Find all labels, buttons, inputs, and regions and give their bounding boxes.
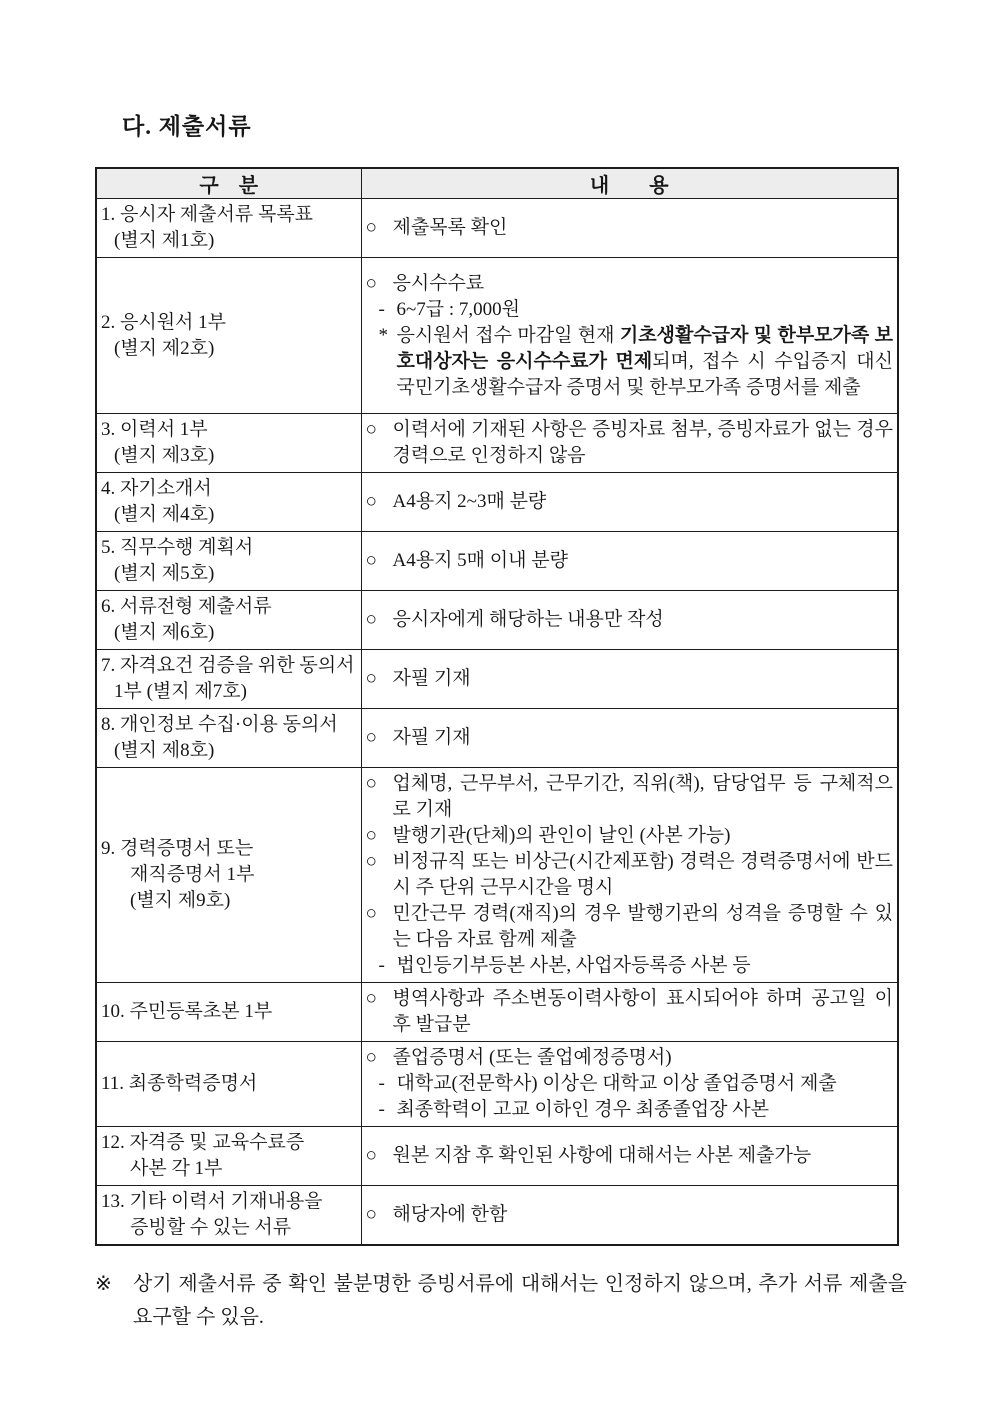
- category-line: 2. 응시원서 1부: [101, 311, 227, 333]
- category-cell: [96, 473, 361, 532]
- table-row: [96, 768, 898, 983]
- circle-bullet-icon: ○: [365, 217, 377, 238]
- dash-bullet-icon: -: [378, 955, 385, 976]
- content-item: [366, 323, 894, 401]
- content-item: [366, 901, 894, 953]
- content-text: 졸업증명서 (또는 졸업예정증명서): [392, 1047, 672, 1068]
- section-title: 다. 제출서류: [122, 114, 252, 139]
- content-text: 자필 기재: [392, 668, 471, 689]
- table-row: [96, 199, 898, 258]
- content-cell: [361, 1042, 898, 1127]
- circle-bullet-icon: ○: [365, 272, 377, 294]
- category-line: 12. 자격증 및 교육수료증: [101, 1132, 305, 1153]
- circle-bullet-icon: ○: [365, 988, 377, 1009]
- category-cell: [96, 1186, 361, 1246]
- content-text: 최종학력이 고교 이하인 경우 최종졸업장 사본: [396, 1099, 769, 1120]
- content-cell: [361, 414, 898, 473]
- category-cell: [96, 983, 361, 1042]
- category-line: 사본 각 1부: [130, 1158, 223, 1179]
- content-item: [366, 489, 894, 515]
- content-cell: [361, 199, 898, 258]
- content-item: [366, 953, 894, 979]
- table-row: [96, 414, 898, 473]
- table-row: [96, 1042, 898, 1127]
- category-cell: [96, 650, 361, 709]
- content-item: [366, 1097, 894, 1123]
- category-line: (별지 제3호): [114, 445, 215, 466]
- category-line: 5. 직무수행 계획서: [101, 537, 254, 558]
- table-row: [96, 258, 898, 414]
- content-cell: [361, 650, 898, 709]
- circle-bullet-icon: ○: [365, 903, 377, 924]
- dash-bullet-icon: -: [378, 1073, 385, 1094]
- category-line: (별지 제6호): [114, 622, 215, 643]
- dash-bullet-icon: -: [378, 298, 385, 320]
- content-item: [366, 548, 894, 574]
- category-line: 3. 이력서 1부: [101, 419, 208, 440]
- content-item: [366, 1071, 894, 1097]
- content-item: [366, 1045, 894, 1071]
- table-row: [96, 983, 898, 1042]
- category-line: 재직증명서 1부: [130, 864, 255, 885]
- content-text: 민간근무 경력(재직)의 경우 발행기관의 성격을 증명할 수 있는 다음 자료 함께 제출: [392, 903, 893, 950]
- content-item: [366, 986, 894, 1038]
- category-cell: [96, 768, 361, 983]
- content-cell: [361, 768, 898, 983]
- table-row: [96, 650, 898, 709]
- content-cell: [361, 258, 898, 414]
- circle-bullet-icon: ○: [365, 1047, 377, 1068]
- category-line: 11. 최종학력증명서: [101, 1073, 258, 1094]
- dash-bullet-icon: -: [378, 1099, 385, 1120]
- circle-bullet-icon: ○: [365, 550, 377, 571]
- category-cell: [96, 414, 361, 473]
- category-line: (별지 제2호): [114, 337, 215, 359]
- table-row: [96, 1186, 898, 1246]
- category-line: 8. 개인정보 수집·이용 동의서: [101, 714, 338, 735]
- content-item: [366, 725, 894, 751]
- footnote: [95, 1268, 907, 1334]
- category-line: 10. 주민등록초본 1부: [101, 1001, 273, 1022]
- footnote-text: 상기 제출서류 중 확인 불분명한 증빙서류에 대해서는 인정하지 않으며, 추가 서류 제출을 요구할 수 있음.: [133, 1273, 907, 1328]
- content-text: 응시수수료: [392, 272, 485, 294]
- content-text: 응시원서 접수 마감일 현재 기초생활수급자 및 한부모가족 보호대상자는 응시수수료가 면제되며, 접수 시 수입증지 대신 국민기초생활수급자 증명서 및 한부모가족 증명서를 제출: [396, 324, 893, 398]
- category-line: (별지 제5호): [114, 563, 215, 584]
- content-cell: [361, 709, 898, 768]
- content-item: [366, 271, 894, 297]
- content-cell: [361, 591, 898, 650]
- category-line: (별지 제8호): [114, 740, 215, 761]
- content-item: [366, 771, 894, 823]
- content-text: A4용지 5매 이내 분량: [392, 550, 568, 571]
- asterisk-bullet-icon: *: [378, 324, 388, 346]
- category-line: 1부 (별지 제7호): [114, 681, 247, 702]
- content-text: 대학교(전문학사) 이상은 대학교 이상 졸업증명서 제출: [396, 1073, 837, 1094]
- category-cell: [96, 199, 361, 258]
- circle-bullet-icon: ○: [365, 851, 377, 872]
- content-text: 비정규직 또는 비상근(시간제포함) 경력은 경력증명서에 반드시 주 단위 근무시간을 명시: [392, 851, 893, 898]
- content-text: 이력서에 기재된 사항은 증빙자료 첨부, 증빙자료가 없는 경우 경력으로 인정하지 않음: [392, 419, 893, 466]
- category-line: (별지 제1호): [114, 230, 215, 251]
- content-text: 병역사항과 주소변동이력사항이 표시되어야 하며 공고일 이후 발급분: [392, 988, 893, 1035]
- category-line: 7. 자격요건 검증을 위한 동의서: [101, 655, 355, 676]
- content-text: 법인등기부등본 사본, 사업자등록증 사본 등: [396, 955, 751, 976]
- circle-bullet-icon: ○: [365, 419, 377, 440]
- submission-documents-table: [95, 167, 899, 1246]
- reference-mark-icon: ※: [95, 1273, 112, 1295]
- content-item: [366, 666, 894, 692]
- content-cell: [361, 1127, 898, 1186]
- table-row: [96, 709, 898, 768]
- category-line: 13. 기타 이력서 기재내용을: [101, 1191, 323, 1212]
- category-line: 4. 자기소개서: [101, 478, 212, 499]
- table-row: [96, 591, 898, 650]
- table-header-row: [96, 168, 898, 199]
- content-text: 제출목록 확인: [392, 217, 508, 238]
- category-line: 6. 서류전형 제출서류: [101, 596, 272, 617]
- category-line: 1. 응시자 제출서류 목록표: [101, 204, 314, 225]
- circle-bullet-icon: ○: [365, 773, 377, 794]
- category-line: 9. 경력증명서 또는: [101, 838, 254, 859]
- table-row: [96, 532, 898, 591]
- content-text: 발행기관(단체)의 관인이 날인 (사본 가능): [392, 825, 731, 846]
- content-cell: [361, 473, 898, 532]
- category-cell: [96, 258, 361, 414]
- content-item: [366, 215, 894, 241]
- content-item: [366, 607, 894, 633]
- content-text: 해당자에 한함: [392, 1204, 508, 1225]
- content-text: A4용지 2~3매 분량: [392, 491, 547, 512]
- circle-bullet-icon: ○: [365, 727, 377, 748]
- column-header-content: 내 용: [361, 168, 898, 199]
- category-cell: [96, 591, 361, 650]
- content-item: [366, 297, 894, 323]
- content-text: 자필 기재: [392, 727, 471, 748]
- content-cell: [361, 532, 898, 591]
- content-item: [366, 417, 894, 469]
- content-text: 응시자에게 해당하는 내용만 작성: [392, 609, 664, 630]
- category-line: 증빙할 수 있는 서류: [130, 1217, 292, 1238]
- content-cell: [361, 983, 898, 1042]
- table-row: [96, 473, 898, 532]
- circle-bullet-icon: ○: [365, 668, 377, 689]
- category-cell: [96, 532, 361, 591]
- circle-bullet-icon: ○: [365, 491, 377, 512]
- column-header-category: 구 분: [96, 168, 361, 199]
- circle-bullet-icon: ○: [365, 609, 377, 630]
- circle-bullet-icon: ○: [365, 825, 377, 846]
- circle-bullet-icon: ○: [365, 1145, 377, 1166]
- category-cell: [96, 709, 361, 768]
- content-cell: [361, 1186, 898, 1246]
- content-item: [366, 823, 894, 849]
- category-line: (별지 제4호): [114, 504, 215, 525]
- table-row: [96, 1127, 898, 1186]
- content-text: 업체명, 근무부서, 근무기간, 직위(책), 담당업무 등 구체적으로 기재: [392, 773, 893, 820]
- category-cell: [96, 1042, 361, 1127]
- category-cell: [96, 1127, 361, 1186]
- content-item: [366, 849, 894, 901]
- content-item: [366, 1143, 894, 1169]
- table-body: [96, 199, 898, 1246]
- content-text: 원본 지참 후 확인된 사항에 대해서는 사본 제출가능: [392, 1145, 812, 1166]
- content-text: 6~7급 : 7,000원: [396, 298, 521, 320]
- circle-bullet-icon: ○: [365, 1204, 377, 1225]
- content-item: [366, 1202, 894, 1228]
- category-line: (별지 제9호): [130, 890, 231, 911]
